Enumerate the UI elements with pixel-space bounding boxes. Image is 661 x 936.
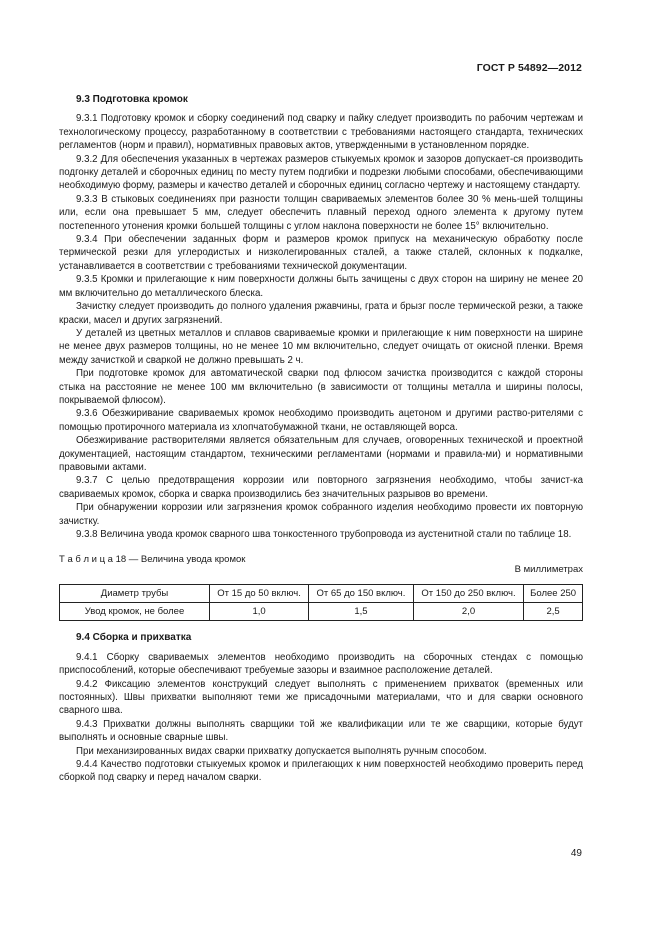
paragraph-9-3-1: 9.3.1 Подготовку кромок и сборку соединений под сварку и пайку следует производить по рабочим чертежам и технологическому процессу, разработанному в соответствии с требованиями настоящего стандарта, технических регламентов (норм и правил), нормативных правовых актов, утвержденными в установленном порядке. bbox=[59, 113, 583, 152]
paragraph-9-3-3: 9.3.3 В стыковых соединениях при разности толщин свариваемых элементов более 30 % мень-шей толщины или, если она превышает 5 мм, следует обеспечить плавный переход одного элемента к другому путем постепенного утонения кромки большей толщины с углом наклона поверхности не более 15° включительно. bbox=[59, 193, 583, 232]
table-cell: От 15 до 50 включ. bbox=[210, 585, 309, 603]
table-cell: Более 250 bbox=[524, 585, 583, 603]
paragraph-mechanized: При механизированных видах сварки прихватку допускается выполнять ручным способом. bbox=[76, 745, 487, 757]
document-code: ГОСТ Р 54892—2012 bbox=[476, 62, 582, 74]
paragraph-9-3-4: 9.3.4 При обеспечении заданных форм и размеров кромок припуск на механическую обработку после термической резки для углеродистых и низколегированных сталей, а также сталей, склонных к подкалке, устанавливается в соответствии с требованиями технической документации. bbox=[59, 234, 583, 272]
paragraph-nonferrous: У деталей из цветных металлов и сплавов свариваемые кромки и прилегающие к ним поверхности на ширине не менее двух размеров толщины, но не менее 10 мм включительно, следует очищать от окисной пленки. Время между зачисткой и сваркой не должно превышать 2 ч. bbox=[59, 327, 583, 366]
section-title-9-4: 9.4 Сборка и прихватка bbox=[76, 632, 192, 644]
table-cell: Увод кромок, не более bbox=[60, 603, 210, 621]
edge-offset-table bbox=[59, 584, 583, 621]
page-number: 49 bbox=[570, 848, 582, 859]
table-header-row bbox=[60, 585, 583, 603]
table-cell: Диаметр трубы bbox=[60, 585, 210, 603]
paragraph-9-3-2: 9.3.2 Для обеспечения указанных в чертежах размеров стыкуемых кромок и зазоров допускает-ся производить подгонку деталей и сборочных единиц по месту путем подгибки и подрезки любыми способами, обеспечивающими необходимую форму, размеры и качество деталей и сборочных единиц согласно чертежу и настоящему стандарту. bbox=[59, 153, 583, 192]
paragraph-9-4-4: 9.4.4 Качество подготовки стыкуемых кромок и прилегающих к ним поверхностей необходимо проверить перед сборкой под сварку и перед началом сварки. bbox=[59, 759, 583, 784]
paragraph-9-3-6: 9.3.6 Обезжиривание свариваемых кромок необходимо производить ацетоном и другими раство-рителями с помощью протирочного материала из хлопчатобумажной ткани, не оставляющей ворса. bbox=[59, 408, 583, 433]
paragraph-cleaning: Зачистку следует производить до полного удаления ржавчины, грата и брызг после термической резки, а также краски, масел и других загрязнений. bbox=[59, 301, 583, 326]
paragraph-9-3-5: 9.3.5 Кромки и прилегающие к ним поверхности должны быть зачищены с двух сторон на ширину не менее 20 мм включительно до металлического блеска. bbox=[59, 274, 583, 299]
table-cell: 1,5 bbox=[309, 603, 414, 621]
paragraph-degreasing: Обезжиривание растворителями является обязательным для случаев, оговоренных технической и проектной документацией, настоящим стандартом, техническими регламентами (нормами и правила-ми) и нормативными правовыми актами. bbox=[59, 435, 583, 473]
table-cell: 2,0 bbox=[413, 603, 523, 621]
paragraph-9-3-8: 9.3.8 Величина увода кромок сварного шва тонкостенного трубопровода из аустенитной стали по таблице 18. bbox=[76, 529, 572, 540]
paragraph-flux-welding: При подготовке кромок для автоматической сварки под флюсом зачистка производится с каждой стороны стыка на расстояние не менее 100 мм включительно (в зависимости от толщины металла и ширины полосы, покрываемой флюсом). bbox=[59, 368, 583, 406]
table-cell: От 65 до 150 включ. bbox=[309, 585, 414, 603]
table-row bbox=[60, 603, 583, 621]
table-cell: 2,5 bbox=[524, 603, 583, 621]
page-content bbox=[59, 93, 583, 785]
table-caption-row bbox=[59, 553, 583, 577]
table-unit: В миллиметрах bbox=[514, 564, 583, 576]
paragraph-9-4-3: 9.4.3 Прихватки должны выполнять сварщики той же квалификации или те же сварщики, которые будут выполнять и основные сварные швы. bbox=[59, 718, 583, 744]
table-cell: От 150 до 250 включ. bbox=[413, 585, 523, 603]
paragraph-9-4-1: 9.4.1 Сборку свариваемых элементов необходимо производить на сборочных стендах с помощью приспособлений, которые обеспечивают требуемые зазоры и взаимное расположение деталей. bbox=[59, 651, 583, 677]
table-cell: 1,0 bbox=[210, 603, 309, 621]
table-caption: Т а б л и ц а 18 — Величина увода кромок bbox=[59, 554, 246, 566]
paragraph-9-3-7: 9.3.7 С целью предотвращения коррозии или повторного загрязнения необходимо, чтобы зачист-ка свариваемых кромок, сборка и сварка производились без значительных разрывов во времени. bbox=[59, 475, 583, 500]
section-title-9-3: 9.3 Подготовка кромок bbox=[76, 94, 188, 105]
paragraph-recleaning: При обнаружении коррозии или загрязнения кромок собранного изделия необходимо провести их повторную зачистку. bbox=[59, 502, 583, 527]
paragraph-9-4-2: 9.4.2 Фиксацию элементов конструкций следует выполнять с применением прихваток (временных или постоянных). Швы прихватки выполняют теми же присадочными материалами, что и для сварки основного сварного шва. bbox=[59, 678, 583, 717]
